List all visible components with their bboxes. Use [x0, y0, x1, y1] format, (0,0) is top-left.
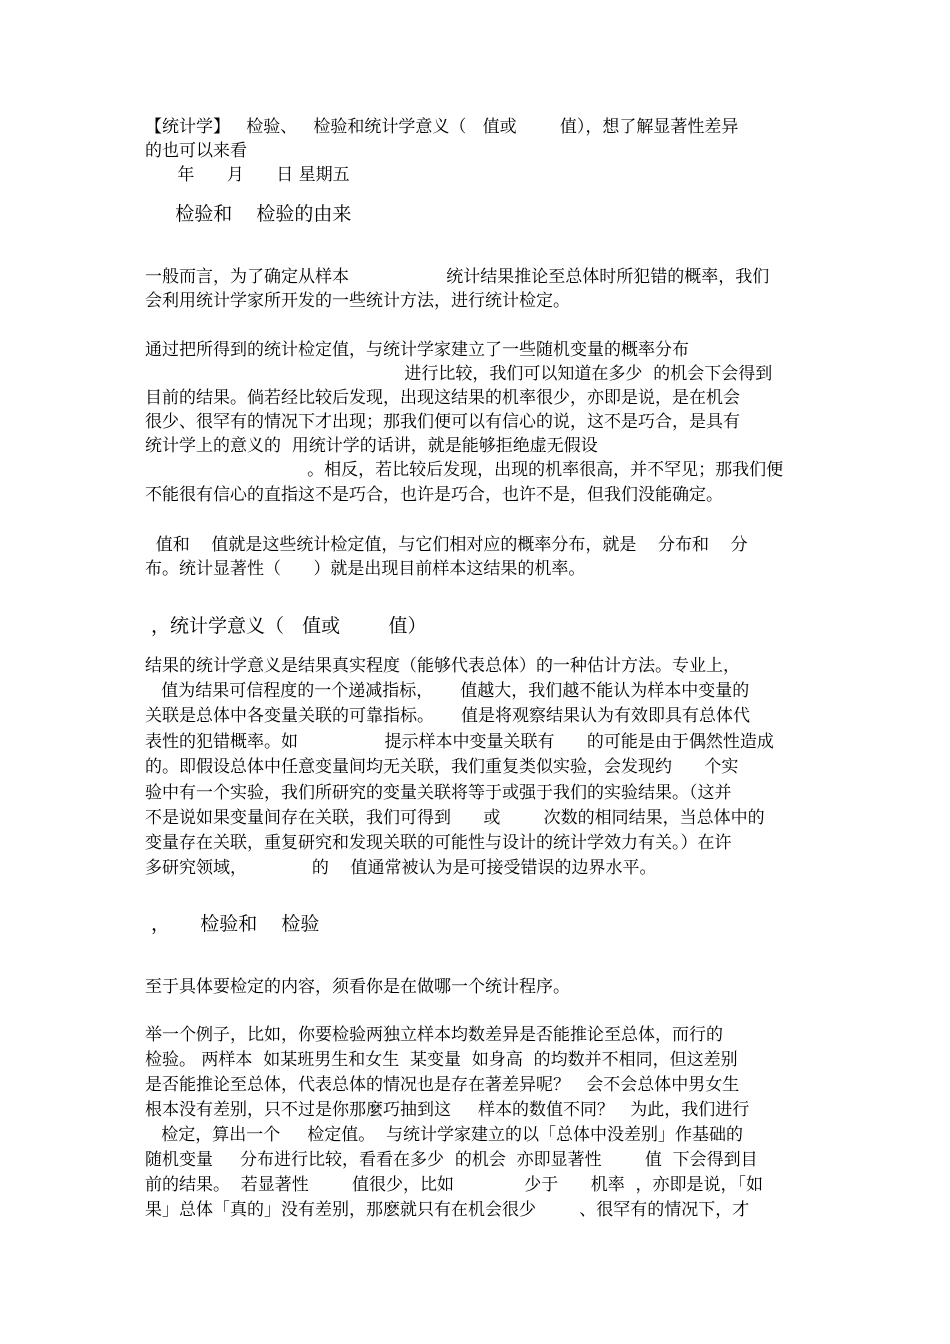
- paragraph-line: 多研究领域， 的 值通常被认为是可接受错误的边界水平。: [145, 858, 657, 878]
- paragraph-line: 检验。 两样本 如某班男生和女生 某变量 如身高 的均数并不相同，但这差别: [145, 1050, 738, 1070]
- section-heading-1: 检验和 检验的由来: [145, 203, 352, 225]
- paragraph-line: 至于具体要检定的内容，须看你是在做哪一个统计程序。: [145, 977, 570, 997]
- paragraph-line: 前的结果。 若显著性 值很少，比如 少于 机率 ，亦即是说，「如: [145, 1175, 764, 1195]
- paragraph-line: 。相反，若比较后发现，出现的机率很高，并不罕见；那我们便: [145, 460, 784, 480]
- paragraph-line: 统计学上的意义的 用统计学的话讲，就是能够拒绝虚无假设: [145, 436, 598, 456]
- paragraph-line: 验中有一个实验，我们所研究的变量关联将等于或强于我们的实验结果。（这并: [145, 783, 732, 803]
- section-heading-3: ， 检验和 检验: [145, 913, 320, 935]
- paragraph-line: 关联是总体中各变量关联的可靠指标。 值是将观察结果认为有效即具有总体代: [145, 706, 751, 726]
- paragraph-line: 根本没有差别，只不过是你那麼巧抽到这 样本的数值不同？ 为此，我们进行: [145, 1100, 750, 1120]
- paragraph-line: 结果的统计学意义是结果真实程度（能够代表总体）的一种估计方法。专业上，: [145, 656, 740, 676]
- section-heading-2: ，统计学意义（ 值或 值）: [145, 615, 427, 637]
- paragraph-line: 果」总体「真的」没有差别，那麽就只有在机会很少 、很罕有的情况下，才: [145, 1200, 750, 1220]
- paragraph-line: 的。即假设总体中任意变量间均无关联，我们重复类似实验，会发现约 个实: [145, 757, 739, 777]
- paragraph-line: 会利用统计学家所开发的一些统计方法，进行统计检定。: [145, 291, 570, 311]
- paragraph-line: 表性的犯错概率。如 提示样本中变量关联有 的可能是由于偶然性造成: [145, 732, 774, 752]
- paragraph-line: 是否能推论至总体，代表总体的情况也是存在著差异呢？ 会不会总体中男女生: [145, 1075, 740, 1095]
- document-title-line-1: 【统计学】 检验、 检验和统计学意义（ 值或 值），想了解显著性差异: [145, 117, 739, 137]
- paragraph-line: 检定，算出一个 检定值。 与统计学家建立的以「总体中没差别」作基础的: [145, 1125, 744, 1145]
- paragraph-line: 不能很有信心的直指这不是巧合，也许是巧合，也许不是，但我们没能确定。: [145, 485, 723, 505]
- paragraph-line: 布。统计显著性（ ）就是出现目前样本这结果的机率。: [145, 559, 586, 579]
- paragraph-line: 值为结果可信程度的一个递减指标， 值越大，我们越不能认为样本中变量的: [145, 681, 750, 701]
- paragraph-line: 举一个例子，比如，你要检验两独立样本均数差异是否能推论至总体，而行的: [145, 1025, 723, 1045]
- paragraph-line: 很少、很罕有的情况下才出现；那我们便可以有信心的说，这不是巧合，是具有: [145, 412, 740, 432]
- paragraph-line: 不是说如果变量间存在关联，我们可得到 或 次数的相同结果，当总体中的: [145, 808, 765, 828]
- paragraph-line: 通过把所得到的统计检定值，与统计学家建立了一些随机变量的概率分布: [145, 340, 689, 360]
- paragraph-line: 目前的结果。倘若经比较后发现，出现这结果的机率很少，亦即是说，是在机会: [145, 388, 740, 408]
- paragraph-line: 随机变量 分布进行比较，看看在多少 的机会 亦即显著性 值 下会得到目: [145, 1150, 758, 1170]
- paragraph-line: 一般而言，为了确定从样本 统计结果推论至总体时所犯错的概率，我们: [145, 267, 770, 287]
- document-date: 年 月 日 星期五: [145, 165, 350, 185]
- paragraph-line: 值和 值就是这些统计检定值，与它们相对应的概率分布，就是 分布和 分: [145, 535, 748, 555]
- paragraph-line: 变量存在关联，重复研究和发现关联的可能性与设计的统计学效力有关。）在许: [145, 833, 732, 853]
- document-title-line-2: 的也可以来看: [145, 141, 247, 161]
- paragraph-line: 进行比较，我们可以知道在多少 的机会下会得到: [145, 364, 773, 384]
